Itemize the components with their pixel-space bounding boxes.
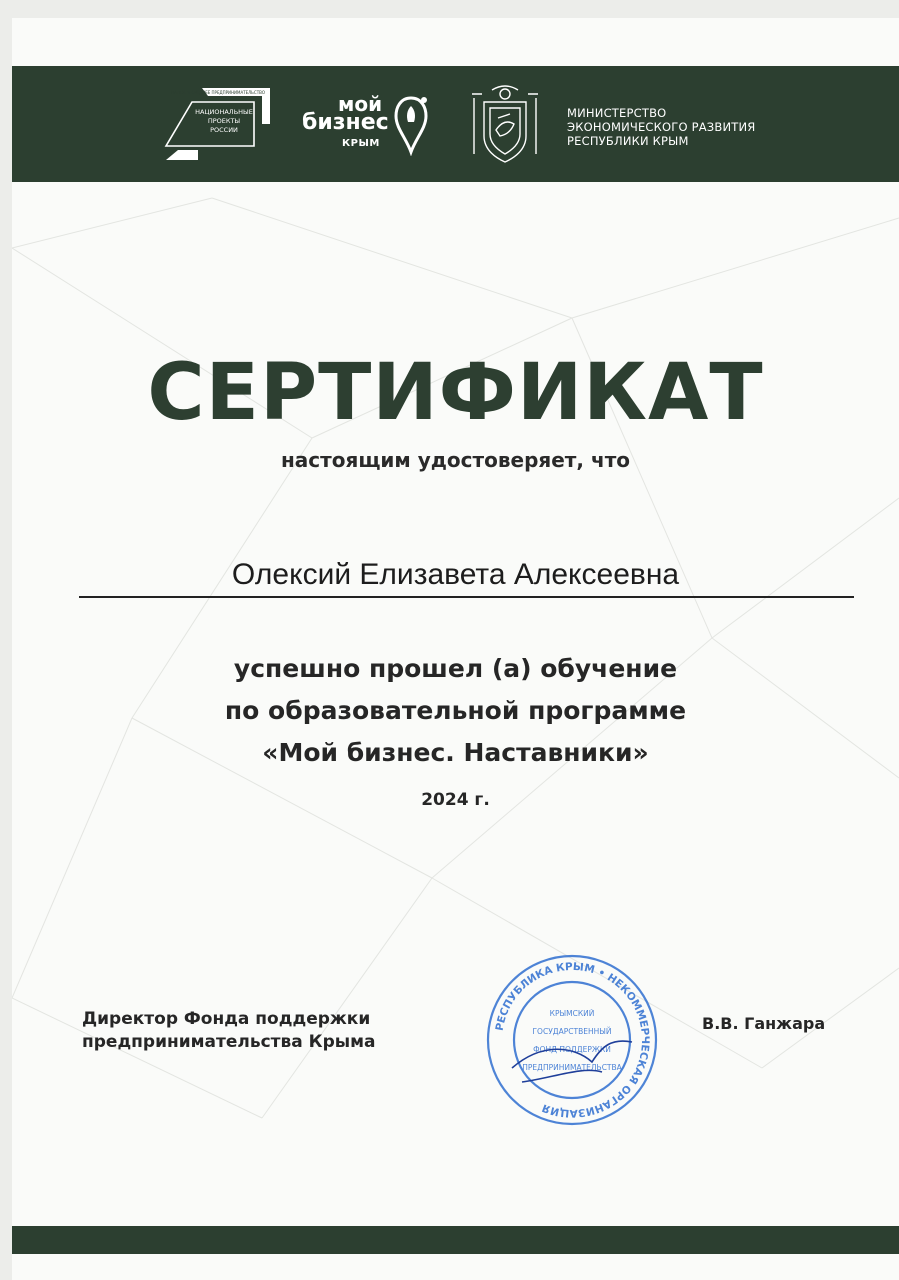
np-line-3: РОССИИ [210,126,238,134]
stamp-inner-line-3: ФОНД ПОДДЕРЖКИ [533,1045,611,1054]
ministry-line-2: ЭКОНОМИЧЕСКОГО РАЗВИТИЯ [567,120,756,134]
rocket-pin-icon [394,94,428,156]
ministry-line-1: МИНИСТЕРСТВО [567,106,667,120]
np-line-2: ПРОЕКТЫ [207,117,241,125]
certificate-sheet [12,18,899,1280]
signatory-position [82,1008,376,1054]
certificate-title: СЕРТИФИКАТ [147,348,764,438]
stamp-inner-line-2: ГОСУДАРСТВЕННЫЙ [532,1027,612,1036]
stamp-outer-text: РЕСПУБЛИКА КРЫМ • НЕКОММЕРЧЕСКАЯ ОРГАНИЗАЦИЯ [493,960,652,1120]
certificate-subtitle: настоящим удостоверяет, что [280,448,631,472]
np-line-1: НАЦИОНАЛЬНЫЕ [195,108,253,116]
recipient-name: Олексий Елизавета Алексеевна [231,558,680,591]
body-line-2: по образовательной программе [224,696,687,725]
name-underline [79,596,854,598]
position-line-2: предпринимательства Крыма [82,1032,376,1052]
footer-band [12,1226,899,1254]
header-band [12,66,899,182]
body-line-3: «Мой бизнес. Наставники» [262,738,649,767]
position-line-1: Директор Фонда поддержки [82,1009,371,1029]
official-stamp [482,950,662,1130]
certificate-year: 2024 г. [421,790,490,810]
moy-biznes-logo [302,88,432,160]
logo-word-krym: КРЫМ [342,138,380,149]
crimea-coat-of-arms-icon [470,84,540,166]
ministry-line-3: РЕСПУБЛИКИ КРЫМ [567,134,689,148]
signer-name: В.В. Ганжара [702,1014,826,1033]
ministry-name [567,106,755,148]
np-caption: МАЛОЕ И СРЕДНЕЕ ПРЕДПРИНИМАТЕЛЬСТВО [170,90,266,95]
stamp-inner-line-1: КРЫМСКИЙ [549,1009,595,1018]
logo-word-biznes: бизнес [302,110,389,135]
body-line-1: успешно прошел (а) обучение [233,654,678,683]
logo-word-moy: мой [338,92,383,116]
stamp-inner-line-4: ПРЕДПРИНИМАТЕЛЬСТВА [522,1063,622,1072]
national-projects-logo [162,84,272,164]
certificate-body [12,648,899,774]
